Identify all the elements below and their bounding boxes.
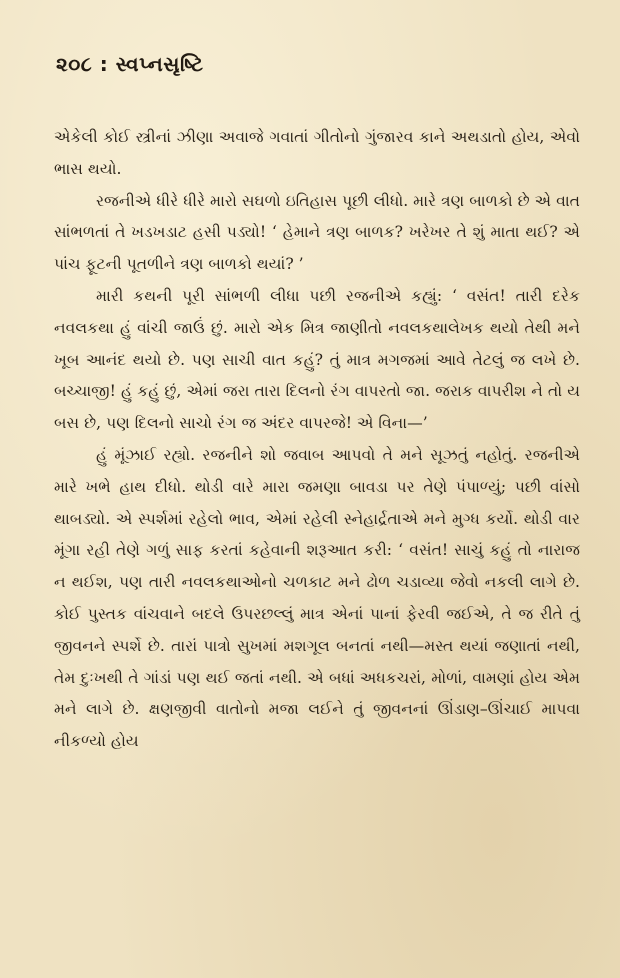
page-text xyxy=(54,122,580,758)
paragraph: રજનીએ ધીરે ધીરે મારો સઘળો ઇતિહાસ પૂછી લીધો. મારે ત્રણ બાળકો છે એ વાત સાંભળતાં તે ખડખડાટ હસી પડ્યો! ‘ હેમાને ત્રણ બાળક? ખરેખર તે શું માતા થઈ? એ પાંચ ફૂટની પૂતળીને ત્રણ બાળકો થયાં? ’ xyxy=(54,191,580,274)
paragraph: એકેલી કોઈ સ્ત્રીનાં ઝીણા અવાજે ગવાતાં ગીતોનો ગુંજારવ કાને અથડાતો હોય, એવો ભાસ થયો. xyxy=(54,128,580,178)
running-head: ૨૦૮ : સ્વપ્નસૃષ્ટિ xyxy=(56,52,204,76)
paragraph: હું મૂંઝાઈ રહ્યો. રજનીને શો જવાબ આપવો તે મને સૂઝતું નહોતું. રજનીએ મારે ખભે હાથ દીધો. થોડી વારે મારા જમણા બાવડા પર તેણે પંપાળ્યું; પછી વાંસો થાબડ્યો. એ સ્પર્શમાં રહેલો ભાવ, એમાં રહેલી સ્નેહાર્દ્રતાએ મને મુગ્ધ કર્યો. થોડી વાર મૂંગા રહી તેણે ગળું સાફ કરતાં કહેવાની શરૂઆત કરી: ‘ વસંત! સાચું કહું તો નારાજ ન થઈશ, પણ તારી નવલકથાઓનો ચળકાટ મને ઢોળ ચડાવ્યા જેવો નકલી લાગે છે. કોઈ પુસ્તક વાંચવાને બદલે ઉપરછલ્લું માત્ર એનાં પાનાં ફેરવી જઈએ, તે જ રીતે તું જીવનને સ્પર્શે છે. તારાં પાત્રો સુખમાં મશગૂલ બનતાં નથી—મસ્ત થયાં જણાતાં નથી, તેમ દુઃખથી તે ગાંડાં પણ થઈ જતાં નથી. એ બધાં અધકચરાં, મોળાં, વામણાં હોય એમ મને લાગે છે. ક્ષણજીવી વાતોનો મજા લઈને તું જીવનનાં ઊંડાણ–ઊંચાઈ માપવા નીકળ્યો હોય xyxy=(54,445,580,751)
paragraph: મારી કથની પૂરી સાંભળી લીધા પછી રજનીએ કહ્યું: ‘ વસંત! તારી દરેક નવલકથા હું વાંચી જાઉં છું. મારો એક મિત્ર જાણીતો નવલકથાલેખક થયો તેથી મને ખૂબ આનંદ થયો છે. પણ સાચી વાત કહું? તું માત્ર મગજમાં આવે તેટલું જ લખે છે. બચ્ચાજી! હું કહું છું, એમાં જરા તારા દિલનો રંગ વાપરતો જા. જરાક વાપરીશ ને તો ય બસ છે, પણ દિલનો સાચો રંગ જ અંદર વાપરજે! એ વિના—’ xyxy=(54,286,580,433)
